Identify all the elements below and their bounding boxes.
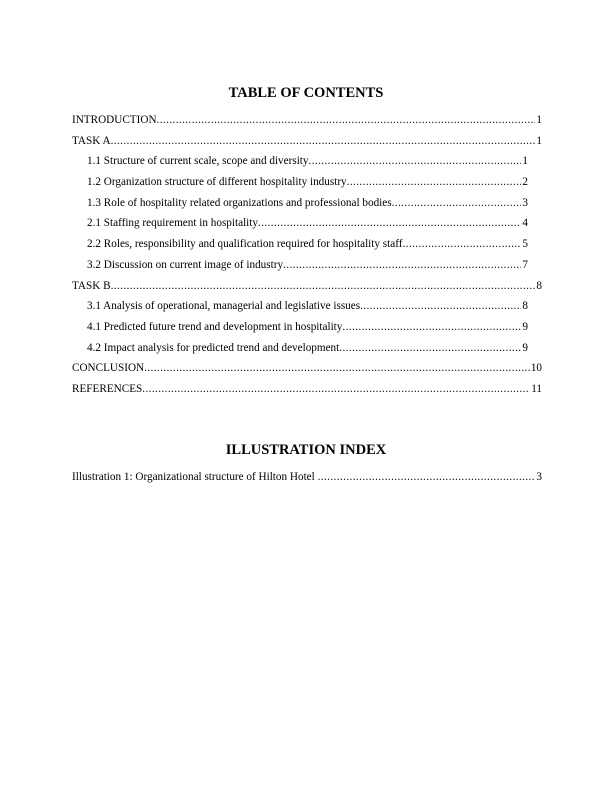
toc-entry-references[interactable] — [72, 381, 542, 402]
toc-entry-4-1[interactable] — [72, 319, 542, 340]
toc-entry-title: TASK B — [72, 279, 111, 292]
toc-entry-4-2[interactable] — [72, 340, 542, 361]
dot-leader — [283, 257, 521, 273]
toc-entry-title: 2.2 Roles, responsibility and qualification required for hospitality staff — [87, 238, 403, 251]
toc-entry-3-1[interactable] — [72, 298, 542, 319]
toc-entry-title: 1.2 Organization structure of different hospitality industry — [87, 176, 347, 189]
toc-entry-page: 8 — [536, 279, 542, 292]
illustration-entry-title: Illustration 1: Organizational structure of Hilton Hotel — [72, 471, 318, 483]
dot-leader — [142, 381, 530, 397]
toc-entry-2-1[interactable] — [72, 215, 542, 236]
illustration-entry[interactable] — [72, 469, 542, 490]
dot-leader — [111, 133, 536, 149]
dot-leader — [402, 236, 521, 252]
toc-entry-title: 2.1 Staffing requirement in hospitality — [87, 217, 258, 230]
toc-entry-page: 9 — [522, 341, 528, 354]
toc-entry-title: INTRODUCTION — [72, 114, 157, 126]
toc-entry-introduction[interactable] — [72, 112, 542, 133]
toc-entry-page: 8 — [522, 300, 528, 313]
toc-entry-conclusion[interactable] — [72, 360, 542, 381]
toc-heading: TABLE OF CONTENTS — [228, 85, 384, 101]
illustration-entry-page: 3 — [536, 471, 542, 483]
toc-entry-title: 1.3 Role of hospitality related organizations and professional bodies — [87, 196, 392, 209]
toc-entry-page: 1 — [536, 134, 542, 147]
toc-entry-page: 1 — [522, 155, 528, 168]
toc-entry-title: TASK A — [72, 134, 111, 147]
table-of-contents — [72, 112, 542, 402]
toc-entry-title: 4.2 Impact analysis for predicted trend and development — [87, 341, 340, 354]
dot-leader — [258, 215, 521, 231]
dot-leader — [309, 153, 522, 169]
dot-leader — [339, 340, 521, 356]
toc-entry-title: 3.1 Analysis of operational, managerial and legislative issues — [87, 300, 361, 313]
dot-leader — [342, 319, 521, 335]
toc-entry-page: 5 — [522, 238, 528, 251]
toc-entry-1-3[interactable] — [72, 195, 542, 216]
toc-entry-1-1[interactable] — [72, 153, 542, 174]
illustration-index — [72, 469, 542, 490]
toc-entry-2-2[interactable] — [72, 236, 542, 257]
dot-leader — [144, 360, 530, 376]
toc-entry-title: 3.2 Discussion on current image of industry — [87, 258, 284, 271]
toc-entry-page: 11 — [531, 382, 542, 395]
toc-entry-1-2[interactable] — [72, 174, 542, 195]
dot-leader — [318, 469, 536, 485]
toc-entry-task-a[interactable] — [72, 133, 542, 154]
toc-entry-page: 1 — [536, 114, 542, 126]
dot-leader — [157, 112, 536, 128]
toc-entry-page: 3 — [522, 196, 528, 209]
illustration-index-heading: ILLUSTRATION INDEX — [225, 442, 387, 458]
toc-entry-page: 7 — [522, 258, 528, 271]
dot-leader — [347, 174, 522, 190]
toc-entry-page: 9 — [522, 320, 528, 333]
toc-entry-task-b[interactable] — [72, 278, 542, 299]
dot-leader — [392, 195, 522, 211]
toc-entry-title: 1.1 Structure of current scale, scope and diversity — [87, 155, 309, 168]
toc-entry-title: CONCLUSION — [72, 362, 145, 375]
toc-entry-page: 2 — [522, 176, 528, 189]
toc-entry-page: 4 — [522, 217, 528, 230]
toc-entry-page: 10 — [530, 362, 542, 375]
toc-entry-title: REFERENCES — [72, 382, 143, 395]
dot-leader — [360, 298, 521, 314]
toc-entry-3-2[interactable] — [72, 257, 542, 278]
dot-leader — [111, 278, 536, 294]
toc-entry-title: 4.1 Predicted future trend and development in hospitality — [87, 320, 343, 333]
